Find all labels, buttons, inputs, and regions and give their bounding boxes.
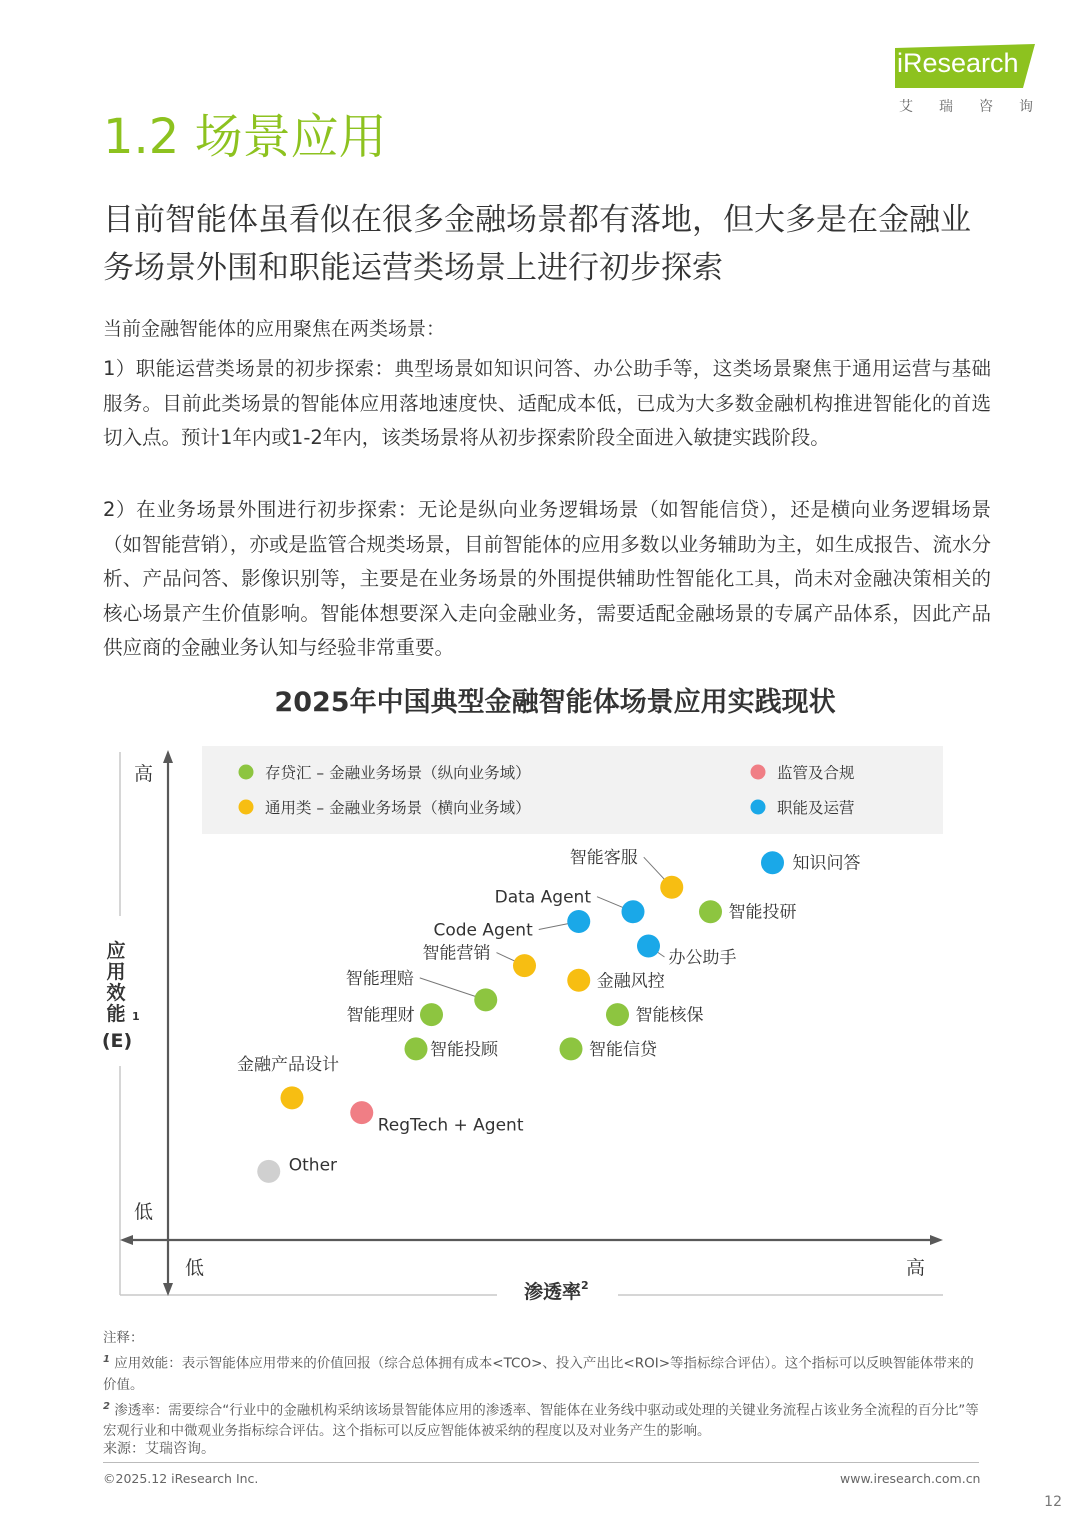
y-axis-label-char: 应 <box>106 940 126 962</box>
legend-label-vertical: 存贷汇 – 金融业务场景（纵向业务域） <box>265 764 531 782</box>
y-axis-label-char: 效 <box>106 982 126 1004</box>
legend-label-operations: 职能及运营 <box>777 799 855 817</box>
data-point-5 <box>637 935 660 958</box>
note-2 <box>103 1396 983 1443</box>
note-1-number: 1 <box>103 1354 110 1365</box>
data-point-7 <box>567 969 590 992</box>
data-point-0 <box>660 876 683 899</box>
legend-background <box>202 746 943 834</box>
y-axis-arrow-top <box>163 750 173 763</box>
data-point-12 <box>560 1037 583 1060</box>
data-point-label: Other <box>288 1155 338 1176</box>
data-point-1 <box>761 851 784 874</box>
footer-divider <box>103 1462 979 1463</box>
data-point-label: RegTech + Agent <box>377 1115 524 1136</box>
data-point-label: 金融风控 <box>596 971 665 992</box>
intro-text: 当前金融智能体的应用聚焦在两类场景： <box>103 318 446 340</box>
data-point-8 <box>474 988 497 1011</box>
x-axis-label: 渗透率 <box>524 1281 582 1303</box>
logo-text: iResearch <box>897 48 1019 78</box>
x-axis-arrow-right <box>930 1235 943 1245</box>
data-point-label: 办公助手 <box>668 948 737 968</box>
logo-chinese-name: 艾瑞咨询 <box>899 99 1059 115</box>
source: 来源：艾瑞咨询。 <box>103 1441 215 1457</box>
y-axis-label <box>106 939 125 1025</box>
paragraph-operations: 1）职能运营类场景的初步探索：典型场景如知识问答、办公助手等，这类场景聚焦于通用运营与基础服务。目前此类场景的智能体应用落地速度快、适配成本低，已成为大多数金融机构推进智能化的首选切入点。预计1年内或1-2年内，该类场景将从初步探索阶段全面进入敏捷实践阶段。 <box>103 357 991 449</box>
legend-marker-horizontal <box>239 800 254 815</box>
y-tick-low: 低 <box>134 1201 154 1223</box>
legend-label-horizontal: 通用类 – 金融业务场景（横向业务域） <box>265 799 531 817</box>
legend-marker-compliance <box>751 765 766 780</box>
data-point-label: 智能核保 <box>635 1005 704 1026</box>
note-2-text: 渗透率：需要综合“行业中的金融机构采纳该场景智能体应用的渗透率、智能体在业务线中驱动或处理的关键业务流程占该业务全流程的百分比”等宏观行业和中微观业务指标综合评估。这个指标可以反应智能体被采纳的程度以及对业务产生的影响。 <box>103 1402 979 1439</box>
legend-label-compliance: 监管及合规 <box>777 764 855 782</box>
data-point-6 <box>513 954 536 977</box>
data-point-label: 智能信贷 <box>589 1039 657 1060</box>
data-point-10 <box>420 1003 443 1026</box>
x-axis-arrow-left <box>120 1235 133 1245</box>
data-point-2 <box>622 900 645 923</box>
y-tick-high: 高 <box>134 763 154 785</box>
data-points <box>237 848 861 1183</box>
data-point-11 <box>405 1037 428 1060</box>
data-point-label: 智能投顾 <box>430 1039 498 1060</box>
paragraph-business: 2）在业务场景外围进行初步探索：无论是纵向业务逻辑场景（如智能信贷），还是横向业务逻辑场景（如智能营销），亦或是监管合规类场景，目前智能体的应用多数以业务辅助为主，如生成报告、流水分析、产品问答、影像识别等，主要是在业务场景的外围提供辅助性智能化工具，尚未对金融决策相关的核心场景产生价值影响。智能体想要深入走向金融业务，需要适配金融场景的专属产品体系，因此产品供应商的金融业务认知与经验非常重要。 <box>103 498 991 659</box>
website-link[interactable]: www.iresearch.com.cn <box>840 1471 981 1486</box>
note-1 <box>103 1349 983 1396</box>
data-point-13 <box>281 1086 304 1109</box>
x-tick-low: 低 <box>185 1257 205 1279</box>
y-axis-label-unit: (E) <box>101 1030 133 1052</box>
legend-marker-operations <box>751 800 766 815</box>
notes <box>103 1328 983 1442</box>
data-point-9 <box>606 1003 629 1026</box>
data-point-label: 智能投研 <box>728 902 797 923</box>
data-point-3 <box>699 900 722 923</box>
copyright: ©2025.12 iResearch Inc. <box>103 1471 259 1486</box>
data-point-4 <box>567 910 590 933</box>
data-point-label: Data Agent <box>494 887 591 908</box>
data-point-label: 智能理财 <box>346 1005 415 1026</box>
note-2-number: 2 <box>103 1400 110 1412</box>
section-title: 1.2 场景应用 <box>103 109 387 165</box>
page-number: 12 <box>1044 1494 1062 1510</box>
legend-marker-vertical <box>239 765 254 780</box>
chart-title: 2025年中国典型金融智能体场景应用实践现状 <box>274 687 836 718</box>
notes-heading: 注释： <box>103 1330 144 1346</box>
data-point-label: 金融产品设计 <box>237 1054 339 1075</box>
data-point-15 <box>257 1160 280 1183</box>
data-point-label: 智能理赔 <box>345 968 414 989</box>
y-axis-arrow-bottom <box>163 1283 173 1296</box>
y-axis-label-char: 能 <box>106 1003 126 1025</box>
data-point-14 <box>350 1101 373 1124</box>
headline: 目前智能体虽看似在很多金融场景都有落地，但大多是在金融业务场景外围和职能运营类场景上进行初步探索 <box>103 202 971 286</box>
x-tick-high: 高 <box>906 1257 926 1279</box>
data-point-label: 智能营销 <box>422 943 491 964</box>
y-axis-label-char: 用 <box>106 961 126 983</box>
note-1-text: 应用效能：表示智能体应用带来的价值回报（综合总体拥有成本<TCO>、投入产出比<ROI>等指标综合评估）。这个指标可以反映智能体带来的价值。 <box>103 1355 974 1393</box>
data-point-label: 知识问答 <box>792 853 861 874</box>
x-axis-label-superscript: 2 <box>581 1279 589 1292</box>
y-axis-label-superscript: 1 <box>132 1010 140 1023</box>
data-point-label: Code Agent <box>433 920 533 941</box>
data-point-label: 智能客服 <box>569 848 638 869</box>
